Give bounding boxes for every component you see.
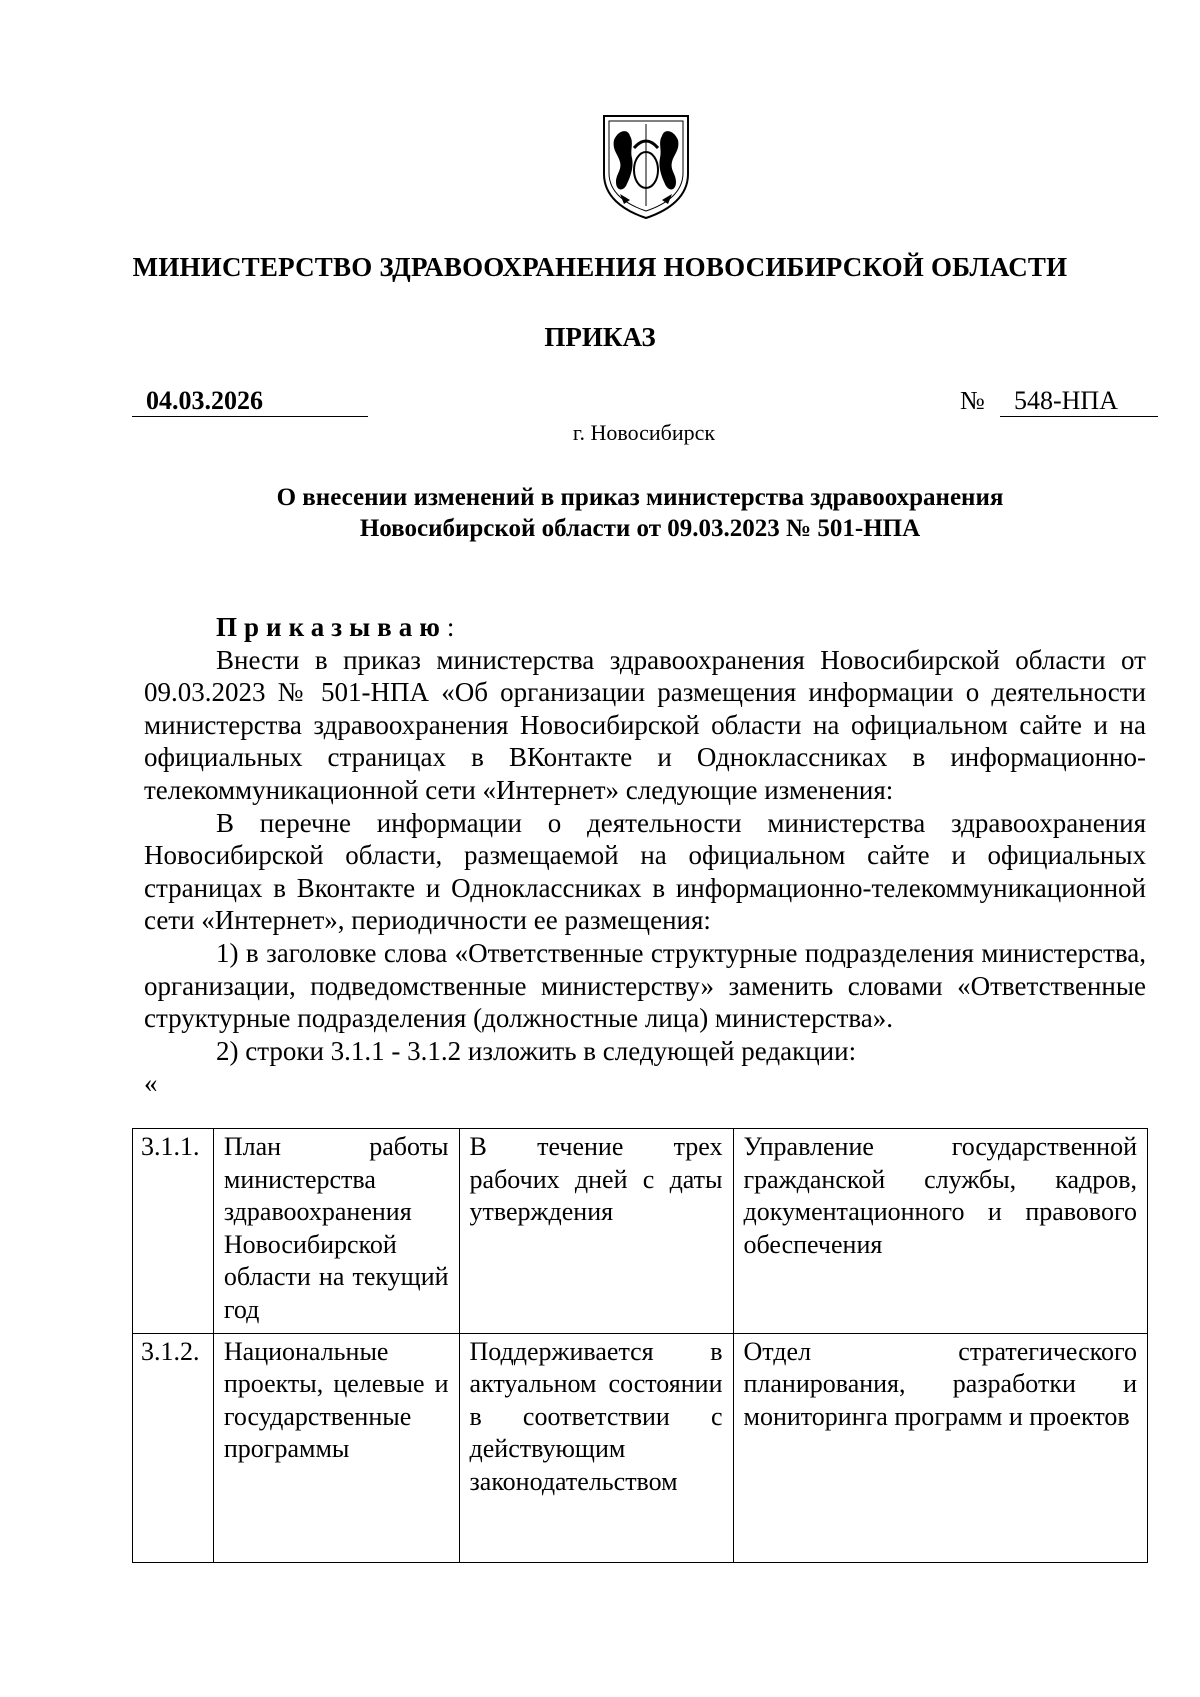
paragraph-1: Внести в приказ министерства здравоохранения Новосибирской области от 09.03.2023 № 501-НПА «Об организации размещения информации о деятельности министерства здравоохранения Новосибирской области на официальном сайте и на официальных страницах в ВКонтакте и Одноклассниках в информационно-телекоммуникационной сети «Интернет» следующие изменения: — [144, 644, 1146, 805]
subject-line-1: О внесении изменений в приказ министерства здравоохранения — [276, 484, 1004, 511]
order-number: 548-НПА — [1000, 386, 1158, 417]
city: г. Новосибирск — [572, 420, 716, 445]
document-type: ПРИКАЗ — [544, 322, 656, 352]
command-heading — [216, 611, 1146, 644]
number-sign: № — [960, 386, 985, 415]
opening-quote: « — [144, 1068, 158, 1099]
responsible-cell: Отдел стратегического планирования, разработки и мониторинга программ и проектов — [733, 1333, 1148, 1562]
row-number-cell: 3.1.2. — [133, 1333, 214, 1562]
paragraph-4: 2) строки 3.1.1 - 3.1.2 изложить в следующей редакции: — [216, 1035, 857, 1066]
info-cell: Национальные проекты, целевые и государственные программы — [213, 1333, 459, 1562]
command-colon: : — [446, 612, 455, 642]
period-cell: В течение трех рабочих дней с даты утверждения — [459, 1129, 733, 1334]
coat-of-arms-emblem — [600, 112, 692, 222]
order-date: 04.03.2026 — [132, 386, 368, 417]
order-body — [144, 611, 1146, 1100]
ministry-title: МИНИСТЕРСТВО ЗДРАВООХРАНЕНИЯ НОВОСИБИРСКОЙ ОБЛАСТИ — [132, 252, 1068, 282]
row-number-cell: 3.1.1. — [133, 1129, 214, 1334]
responsible-cell: Управление государственной гражданской службы, кадров, документационного и правового обеспечения — [733, 1129, 1148, 1334]
coat-of-arms-icon — [600, 112, 692, 222]
paragraph-3: 1) в заголовке слова «Ответственные структурные подразделения министерства, организации, подведомственные министерству» заменить словами «Ответственные структурные подразделения (должностные лица) министерства». — [144, 937, 1146, 1034]
info-cell: План работы министерства здравоохранения Новосибирской области на текущий год — [213, 1129, 459, 1334]
period-cell: Поддерживается в актуальном состоянии в соответствии с действующим законодательством — [459, 1333, 733, 1562]
paragraph-2: В перечне информации о деятельности министерства здравоохранения Новосибирской области, размещаемой на официальном сайте и официальных страницах в Вконтакте и Одноклассниках в информационно-телекоммуникационной сети «Интернет», периодичности ее размещения: — [144, 807, 1146, 936]
order-subject — [130, 482, 1150, 544]
table-row — [133, 1129, 1148, 1334]
subject-line-2: Новосибирской области от 09.03.2023 № 501-НПА — [359, 515, 921, 542]
command-word: Приказываю — [216, 612, 447, 642]
amendment-table — [132, 1128, 1148, 1563]
table-row — [133, 1333, 1148, 1562]
